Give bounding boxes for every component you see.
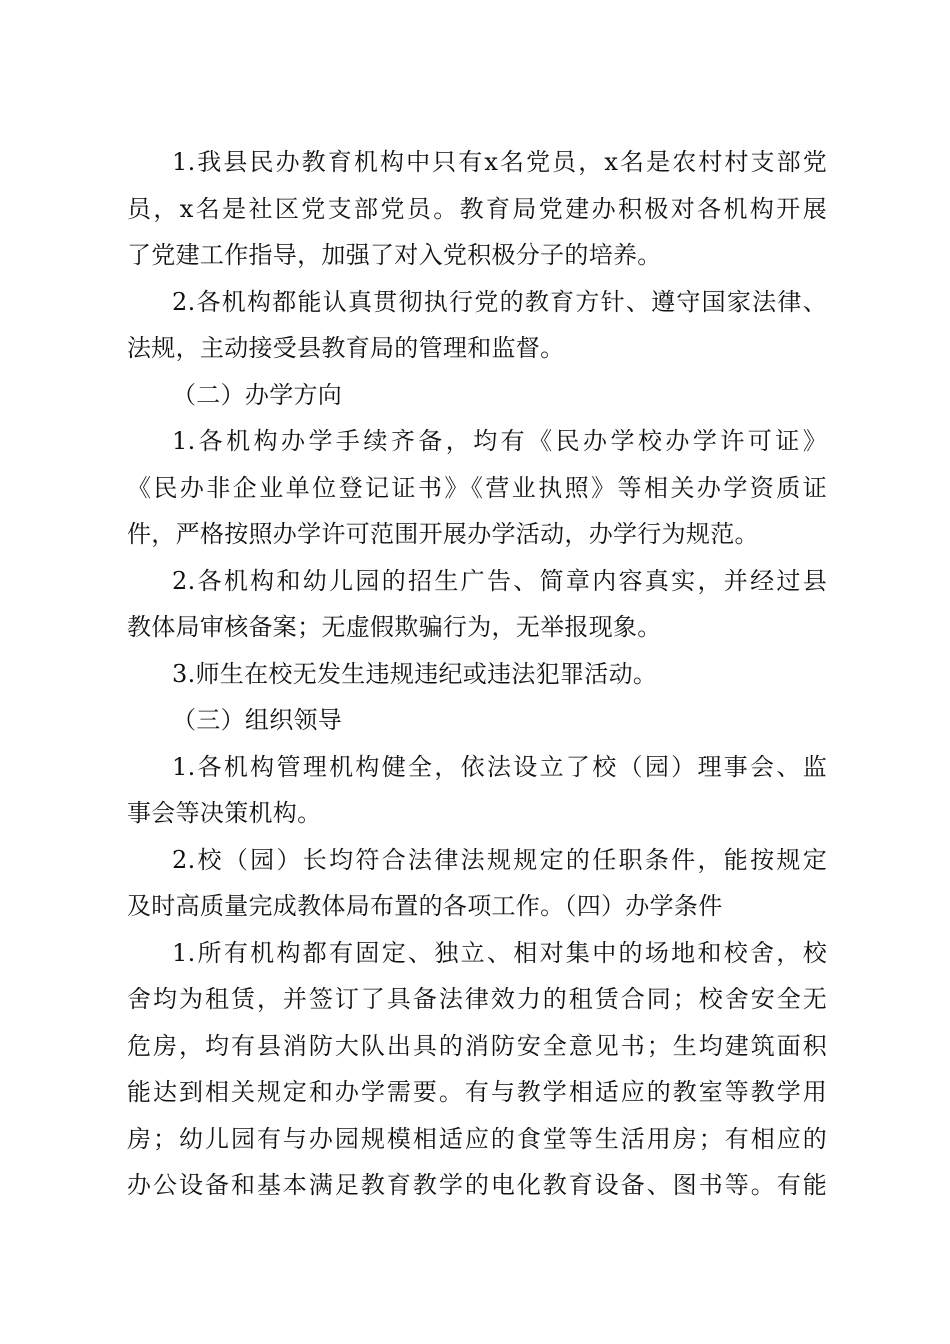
paragraph-2-line-2: 法规，主动接受县教育局的管理和监督。 (127, 334, 565, 362)
paragraph-4-line-1: 2.各机构和幼儿园的招生广告、简章内容真实，并经过县 (172, 567, 827, 595)
paragraph-3-line-3: 件，严格按照办学许可范围开展办学活动，办学行为规范。 (127, 520, 759, 548)
paragraph-5-line-1: 3.师生在校无发生违规违纪或违法犯罪活动。 (172, 660, 658, 688)
paragraph-1-line-2: 员，x名是社区党支部党员。教育局党建办积极对各机构开展 (127, 195, 827, 223)
paragraph-8-line-3: 危房，均有县消防大队出具的消防安全意见书；生均建筑面积 (127, 1032, 827, 1060)
paragraph-3-line-1: 1.各机构办学手续齐备，均有《民办学校办学许可证》 (172, 427, 827, 455)
paragraph-2-line-1: 2.各机构都能认真贯彻执行党的教育方针、遵守国家法律、 (172, 288, 827, 316)
paragraph-7-line-2: 及时高质量完成教体局布置的各项工作。（四）办学条件 (127, 892, 723, 920)
paragraph-3-line-2: 《民办非企业单位登记证书》《营业执照》等相关办学资质证 (127, 474, 827, 502)
section-heading-3: （三）组织领导 (172, 706, 343, 734)
paragraph-8-line-6: 办公设备和基本满足教育教学的电化教育设备、图书等。有能 (127, 1171, 827, 1199)
paragraph-8-line-5: 房；幼儿园有与办园规模相适应的食堂等生活用房；有相应的 (127, 1125, 827, 1153)
paragraph-1-line-1: 1.我县民办教育机构中只有x名党员，x名是农村村支部党 (172, 148, 827, 176)
paragraph-8-line-2: 舍均为租赁，并签订了具备法律效力的租赁合同；校舍安全无 (127, 985, 827, 1013)
paragraph-6-line-1: 1.各机构管理机构健全，依法设立了校（园）理事会、监 (172, 753, 827, 781)
paragraph-8-line-4: 能达到相关规定和办学需要。有与教学相适应的教室等教学用 (127, 1078, 827, 1106)
paragraph-4-line-2: 教体局审核备案；无虚假欺骗行为，无举报现象。 (127, 613, 662, 641)
paragraph-1-line-3: 了党建工作指导，加强了对入党积极分子的培养。 (127, 241, 662, 269)
section-heading-2: （二）办学方向 (172, 381, 343, 409)
paragraph-7-line-1: 2.校（园）长均符合法律法规规定的任职条件，能按规定 (172, 846, 827, 874)
paragraph-8-line-1: 1.所有机构都有固定、独立、相对集中的场地和校舍，校 (172, 939, 827, 967)
paragraph-6-line-2: 事会等决策机构。 (127, 799, 322, 827)
